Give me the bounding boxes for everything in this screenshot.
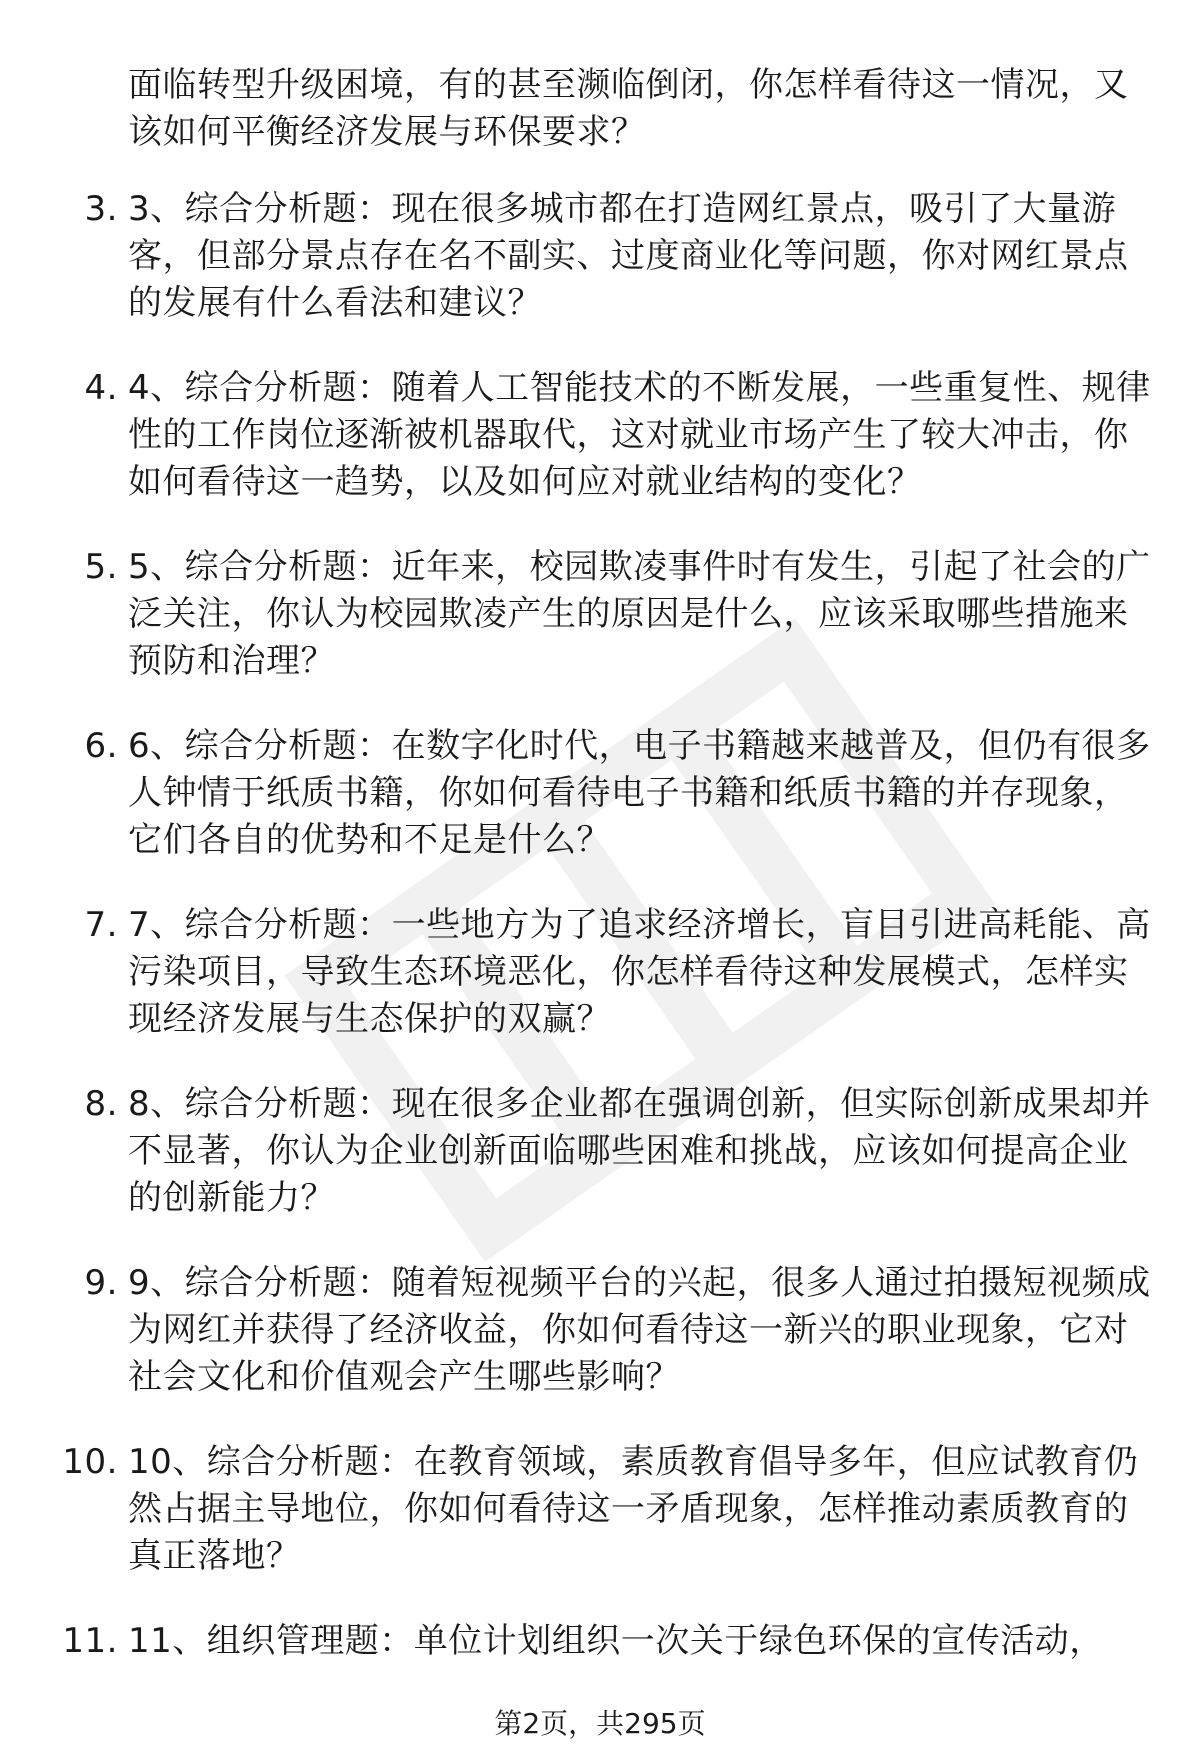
question-number: 5.	[84, 547, 118, 587]
question-text: 9、综合分析题：随着短视频平台的兴起，很多人通过拍摄短视频成为网红并获得了经济收益，你如何看待这一新兴的职业现象，它对社会文化和价值观会产生哪些影响？	[128, 1263, 1151, 1397]
question-number: 7.	[84, 905, 118, 945]
question-number: 8.	[84, 1084, 118, 1124]
question-text: 7、综合分析题：一些地方为了追求经济增长，盲目引进高耗能、高污染项目，导致生态环境恶化，你怎样看待这种发展模式，怎样实现经济发展与生态保护的双赢？	[128, 905, 1151, 1039]
question-number: 9.	[84, 1263, 118, 1303]
question-text: 11、组织管理题：单位计划组织一次关于绿色环保的宣传活动，	[128, 1621, 1104, 1661]
question-text: 3、综合分析题：现在很多城市都在打造网红景点，吸引了大量游客，但部分景点存在名不副实、过度商业化等问题，你对网红景点的发展有什么看法和建议？	[128, 189, 1129, 323]
question-item	[0, 1081, 1200, 1222]
question-text: 10、综合分析题：在教育领域，素质教育倡导多年，但应试教育仍然占据主导地位，你如何看待这一矛盾现象，怎样推动素质教育的真正落地？	[128, 1442, 1139, 1576]
question-item	[0, 1618, 1200, 1665]
question-number: 4.	[84, 368, 118, 408]
question-number: 10.	[62, 1442, 118, 1482]
question-item	[0, 902, 1200, 1043]
question-text: 6、综合分析题：在数字化时代，电子书籍越来越普及，但仍有很多人钟情于纸质书籍，你如何看待电子书籍和纸质书籍的并存现象，它们各自的优势和不足是什么？	[128, 726, 1151, 860]
continued-question-text: 面临转型升级困境，有的甚至濒临倒闭，你怎样看待这一情况，又该如何平衡经济发展与环保要求？	[128, 65, 1129, 152]
question-item	[0, 365, 1200, 506]
question-item	[0, 544, 1200, 685]
question-text: 5、综合分析题：近年来，校园欺凌事件时有发生，引起了社会的广泛关注，你认为校园欺凌产生的原因是什么，应该采取哪些措施来预防和治理？	[128, 547, 1151, 681]
question-number: 11.	[62, 1621, 118, 1661]
question-item	[0, 1260, 1200, 1401]
question-list	[0, 186, 1200, 1703]
page-footer: 第2页，共295页	[494, 1707, 706, 1740]
question-text: 8、综合分析题：现在很多企业都在强调创新，但实际创新成果却并不显著，你认为企业创新面临哪些困难和挑战，应该如何提高企业的创新能力？	[128, 1084, 1151, 1218]
question-item	[0, 1439, 1200, 1580]
question-item	[0, 186, 1200, 327]
question-number: 6.	[84, 726, 118, 766]
question-text: 4、综合分析题：随着人工智能技术的不断发展，一些重复性、规律性的工作岗位逐渐被机器取代，这对就业市场产生了较大冲击，你如何看待这一趋势，以及如何应对就业结构的变化？	[128, 368, 1151, 502]
question-number: 3.	[84, 189, 118, 229]
question-item	[0, 723, 1200, 864]
